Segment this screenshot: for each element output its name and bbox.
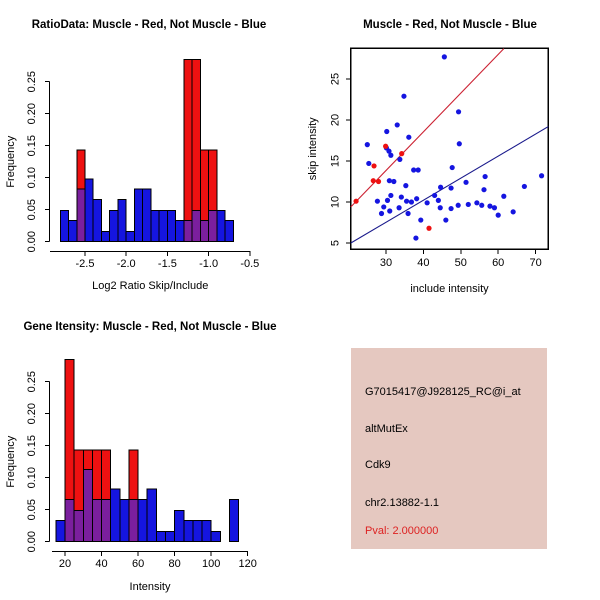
ratio-histogram [5, 19, 266, 292]
scatter-point-not-muscle [501, 194, 506, 199]
scatter-point-not-muscle [487, 204, 492, 209]
y-tick-label: 15 [329, 154, 342, 168]
scatter-point-not-muscle [492, 205, 497, 210]
y-tick-label: 0.00 [26, 530, 38, 553]
intensity-scatter [307, 19, 548, 295]
scatter-point-not-muscle [432, 193, 437, 198]
scatter-point-not-muscle [457, 141, 462, 146]
hist-bar-overlap [209, 210, 217, 241]
scatter-point-not-muscle [397, 157, 402, 162]
y-tick-label: 0.25 [26, 70, 38, 93]
scatter-point-not-muscle [395, 122, 400, 127]
y-tick-label: 25 [329, 72, 342, 86]
info-genomic-location: chr2.13882-1.1 [365, 497, 439, 509]
hist-bar-overlap [184, 221, 192, 242]
scatter-point-not-muscle [448, 185, 453, 190]
x-tick-label: -2.0 [116, 258, 136, 270]
info-pval: Pval: 2.000000 [365, 525, 439, 537]
scatter-point-not-muscle [539, 173, 544, 178]
info-splice-event: altMutEx [365, 423, 408, 435]
hist-bar-not-muscle [134, 189, 142, 241]
scatter-point-not-muscle [381, 204, 386, 209]
scatter-point-muscle [383, 144, 388, 149]
scatter-point-not-muscle [388, 193, 393, 198]
scatter-point-not-muscle [387, 178, 392, 183]
hist-bar-not-muscle [111, 489, 120, 541]
scatter-point-not-muscle [438, 205, 443, 210]
hist-bar-muscle [65, 359, 74, 499]
scatter-point-not-muscle [463, 180, 468, 185]
scatter-point-not-muscle [365, 142, 370, 147]
hist-bar-muscle [200, 150, 208, 220]
hist-bar-not-muscle [138, 499, 147, 541]
scatter-point-not-muscle [391, 179, 396, 184]
hist-bar-not-muscle [110, 210, 118, 241]
y-tick-label: 0.00 [26, 230, 38, 253]
scatter-point-not-muscle [438, 185, 443, 190]
scatter-point-not-muscle [385, 198, 390, 203]
scatter-point-not-muscle [416, 167, 421, 172]
hist-bar-not-muscle [175, 510, 184, 541]
scatter-point-not-muscle [388, 153, 393, 158]
hist-bar-not-muscle [120, 499, 129, 541]
not-muscle-fit-line [351, 127, 548, 243]
x-tick-label: -1.5 [157, 258, 177, 270]
x-tick-label: -2.5 [75, 258, 95, 270]
hist-bar-not-muscle [211, 531, 220, 541]
hist-bar-overlap [129, 499, 138, 541]
scatter-point-not-muscle [450, 165, 455, 170]
y-tick-label: 5 [329, 239, 342, 247]
x-axis-title: include intensity [410, 283, 489, 295]
hist-bar-overlap [92, 499, 101, 541]
info-probe-id: G7015417@J928125_RC@i_at [365, 386, 521, 398]
hist-bar-not-muscle [56, 521, 65, 542]
y-tick-label: 0.10 [26, 466, 38, 489]
chart-title: Muscle - Red, Not Muscle - Blue [363, 19, 537, 31]
scatter-point-not-muscle [479, 203, 484, 208]
hist-bar-muscle [77, 150, 85, 189]
scatter-point-not-muscle [413, 235, 418, 240]
y-tick-label: 0.05 [26, 198, 38, 221]
hist-bar-not-muscle [202, 521, 211, 542]
y-axis-title: Frequency [5, 135, 17, 188]
scatter-point-not-muscle [379, 211, 384, 216]
scatter-point-muscle [426, 226, 431, 231]
y-tick-label: 0.05 [26, 498, 38, 521]
scatter-point-not-muscle [384, 129, 389, 134]
hist-bar-not-muscle [101, 231, 109, 241]
scatter-point-not-muscle [474, 200, 479, 205]
scatter-point-not-muscle [448, 206, 453, 211]
x-tick-label: 30 [379, 257, 393, 269]
hist-bar-not-muscle [193, 521, 202, 542]
scatter-point-not-muscle [375, 199, 380, 204]
hist-bar-overlap [65, 499, 74, 541]
info-gene-name: Cdk9 [365, 459, 391, 471]
hist-bar-not-muscle [93, 199, 101, 241]
hist-bar-muscle [209, 150, 217, 210]
scatter-point-not-muscle [409, 199, 414, 204]
scatter-point-muscle [399, 151, 404, 156]
scatter-point-not-muscle [401, 94, 406, 99]
scatter-point-not-muscle [425, 200, 430, 205]
x-tick-label: 20 [58, 558, 72, 570]
scatter-point-not-muscle [466, 202, 471, 207]
y-tick-label: 0.20 [26, 102, 38, 125]
scatter-point-not-muscle [403, 183, 408, 188]
hist-bar-not-muscle [229, 499, 238, 541]
plot-box [351, 48, 549, 249]
scatter-point-not-muscle [396, 205, 401, 210]
hist-bar-not-muscle [184, 521, 193, 542]
scatter-point-not-muscle [456, 109, 461, 114]
x-tick-label: 50 [454, 257, 467, 269]
hist-bar-not-muscle [176, 221, 184, 242]
chart-title: RatioData: Muscle - Red, Not Muscle - Blue [31, 19, 267, 31]
hist-bar-not-muscle [165, 531, 174, 541]
x-axis-title: Intensity [129, 581, 171, 593]
scatter-point-not-muscle [387, 208, 392, 213]
hist-bar-not-muscle [143, 189, 151, 241]
x-tick-label: 120 [238, 558, 257, 570]
scatter-point-muscle [353, 199, 358, 204]
scatter-point-not-muscle [414, 196, 419, 201]
hist-bar-not-muscle [159, 210, 167, 241]
x-tick-label: 60 [492, 257, 505, 269]
hist-bar-muscle [74, 450, 83, 510]
scatter-point-muscle [371, 163, 376, 168]
scatter-point-not-muscle [443, 217, 448, 222]
hist-bar-overlap [102, 499, 111, 541]
y-tick-label: 0.25 [26, 370, 38, 393]
scatter-point-not-muscle [483, 174, 488, 179]
scatter-point-not-muscle [522, 184, 527, 189]
scatter-point-not-muscle [411, 167, 416, 172]
hist-bar-overlap [83, 469, 92, 541]
y-tick-label: 0.20 [26, 402, 38, 425]
y-axis-title: skip intensity [307, 117, 319, 181]
scatter-point-not-muscle [418, 217, 423, 222]
hist-bar-overlap [192, 210, 200, 241]
hist-bar-overlap [77, 189, 85, 241]
hist-bar-not-muscle [151, 210, 159, 241]
x-tick-label: 80 [168, 558, 181, 570]
hist-bar-not-muscle [69, 221, 77, 242]
x-tick-label: -1.0 [199, 258, 219, 270]
hist-bar-overlap [74, 510, 83, 541]
scatter-point-not-muscle [436, 198, 441, 203]
x-tick-label: 100 [201, 558, 221, 570]
scatter-point-not-muscle [481, 187, 486, 192]
hist-bar-not-muscle [217, 210, 225, 241]
x-tick-label: 70 [529, 257, 542, 269]
scatter-point-not-muscle [366, 161, 371, 166]
scatter-point-not-muscle [406, 135, 411, 140]
hist-bar-muscle [192, 59, 200, 210]
x-tick-label: -0.5 [240, 258, 260, 270]
scatter-point-not-muscle [404, 199, 409, 204]
hist-bar-not-muscle [85, 179, 93, 242]
x-tick-label: 40 [417, 257, 430, 269]
scatter-point-not-muscle [405, 211, 410, 216]
x-tick-label: 40 [95, 558, 108, 570]
hist-bar-not-muscle [156, 531, 165, 541]
hist-bar-muscle [129, 450, 138, 499]
y-tick-label: 0.10 [26, 166, 38, 189]
hist-bar-not-muscle [147, 489, 156, 541]
scatter-point-not-muscle [442, 54, 447, 59]
hist-bar-not-muscle [126, 231, 134, 241]
gene-intensity-histogram [5, 321, 277, 593]
hist-bar-muscle [92, 450, 101, 499]
scatter-point-muscle [371, 178, 376, 183]
scatter-point-not-muscle [496, 213, 501, 218]
hist-bar-overlap [200, 221, 208, 242]
y-axis-title: Frequency [5, 435, 17, 488]
x-axis-title: Log2 Ratio Skip/Include [92, 280, 209, 292]
y-tick-label: 20 [329, 113, 342, 127]
scatter-point-not-muscle [399, 194, 404, 199]
y-tick-label: 0.15 [26, 434, 38, 457]
x-tick-label: 60 [131, 558, 145, 570]
scatter-point-not-muscle [511, 209, 516, 214]
hist-bar-muscle [184, 59, 192, 220]
hist-bar-muscle [102, 450, 111, 499]
info-box [351, 348, 547, 549]
scatter-point-not-muscle [456, 203, 461, 208]
chart-title: Gene Itensity: Muscle - Red, Not Muscle - Blue [23, 321, 277, 333]
scatter-point-muscle [376, 179, 381, 184]
hist-bar-not-muscle [118, 199, 126, 241]
y-tick-label: 0.15 [26, 134, 38, 157]
hist-bar-not-muscle [225, 221, 233, 242]
hist-bar-not-muscle [60, 210, 68, 241]
hist-bar-not-muscle [167, 210, 175, 241]
y-tick-label: 10 [329, 195, 342, 209]
hist-bar-muscle [83, 450, 92, 469]
